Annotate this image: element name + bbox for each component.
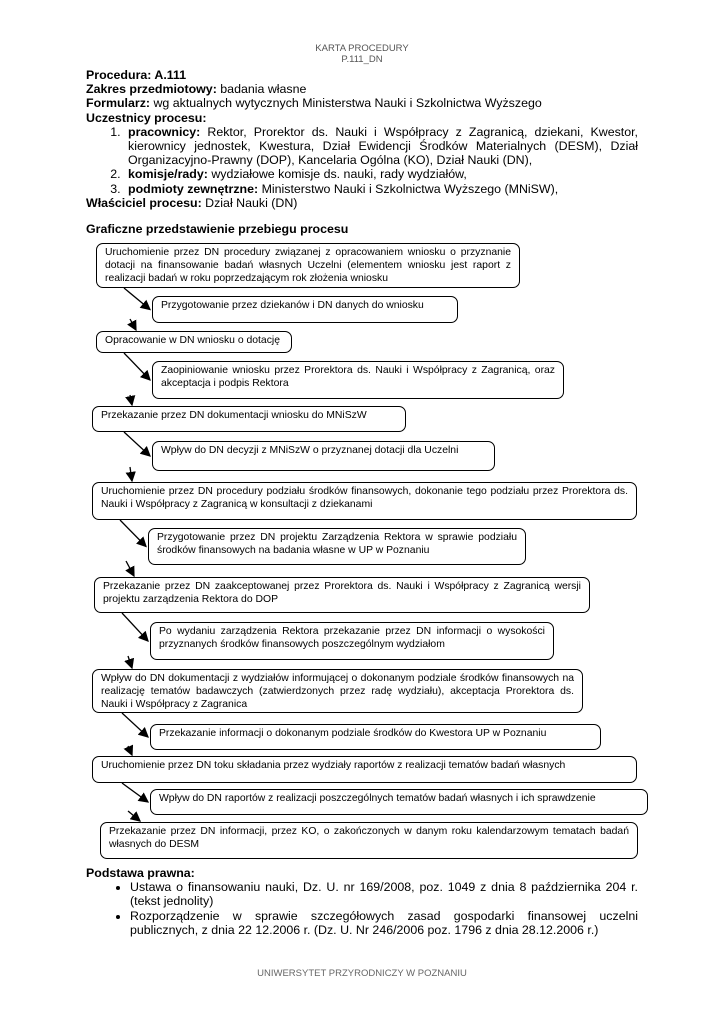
flow-arrow (128, 746, 132, 755)
flow-arrow (128, 656, 132, 668)
legal-list (86, 880, 638, 937)
participants-label: Uczestnicy procesu: (86, 110, 207, 125)
flow-step: Przygotowanie przez DN projektu Zarządzenia Rektora w sprawie podziału środków finansowych na badania własne w UP w Poznaniu (148, 528, 526, 565)
scope-line: Zakres przedmiotowy: badania własne (86, 82, 307, 97)
flow-step: Przekazanie przez DN zaakceptowanej przez Prorektora ds. Nauki i Współpracy z Zagranicą wersji projektu zarządzenia Rektora do DOP (94, 577, 590, 613)
document-header (0, 43, 724, 65)
flow-arrow (124, 432, 150, 456)
flow-step: Przygotowanie przez dziekanów i DN danych do wniosku (152, 296, 458, 323)
header-title: KARTA PROCEDURY (315, 43, 409, 54)
legal-title: Podstawa prawna: (86, 866, 195, 880)
section-title: Graficzne przedstawienie przebiegu procesu (86, 222, 349, 236)
legal-item: • Ustawa o finansowaniu nauki, Dz. U. nr 169/2008, poz. 1049 z dnia 8 października 204 r. (tekst jednolity) (130, 880, 638, 908)
flow-step: Opracowanie w DN wniosku o dotację (96, 331, 292, 353)
participant-item: 3. podmioty zewnętrzne: Ministerstwo Nauki i Szkolnictwa Wyższego (MNiSW), (124, 182, 638, 196)
flow-arrow (120, 520, 146, 547)
flow-step: Wpływ do DN raportów z realizacji poszczególnych tematów badań własnych i ich sprawdzenie (150, 789, 648, 815)
participants-list (86, 125, 638, 196)
flow-arrow (130, 319, 136, 330)
procedure-meta (86, 68, 638, 210)
flow-arrow (122, 783, 148, 802)
flow-step: Uruchomienie przez DN procedury podziału środków finansowych, dokonanie tego podziału przez Prorektora ds. Nauki i Współpracy z Zagranicą w konsultacji z dziekanami (92, 482, 637, 520)
flow-step: Przekazanie przez DN dokumentacji wniosku do MNiSzW (92, 406, 406, 432)
legal-item: • Rozporządzenie w sprawie szczegółowych zasad gospodarki finansowej uczelni publicznych, z dnia 22 12.2006 r. (Dz. U. Nr 246/2006 poz. 1796 z dnia 28.12.2006 r.) (130, 909, 638, 937)
flow-arrow (130, 467, 132, 481)
form-line: Formularz: wg aktualnych wytycznych Ministerstwa Nauki i Szkolnictwa Wyższego (86, 96, 542, 111)
flow-arrow (122, 713, 148, 737)
flow-arrow (126, 561, 134, 576)
flow-arrow (124, 353, 150, 380)
flow-step: Przekazanie przez DN informacji, przez KO, o zakończonych w danym roku kalendarzowym tematach badań własnych do DESM (100, 822, 638, 859)
flow-step: Uruchomienie przez DN toku składania przez wydziały raportów z realizacji tematów badań własnych (92, 756, 637, 783)
flow-arrow (130, 395, 132, 405)
flow-step: Po wydaniu zarządzenia Rektora przekazanie przez DN informacji o wysokości przyznanych środków finansowych poszczególnym wydziałom (150, 622, 554, 660)
flow-step: Zaopiniowanie wniosku przez Prorektora ds. Nauki i Współpracy z Zagranicą, oraz akceptacja i podpis Rektora (152, 361, 564, 399)
document-footer: UNIWERSYTET PRZYRODNICZY W POZNANIU (257, 968, 467, 979)
flow-step: Przekazanie informacji o dokonanym podziale środków do Kwestora UP w Poznaniu (150, 724, 601, 750)
flow-arrow (122, 613, 148, 641)
participant-item: 1. pracownicy: Rektor, Prorektor ds. Nauki i Współpracy z Zagranicą, dziekani, Kwestor, kierownicy jednostek, Kwestura, Dział Ewidencji Środków Materialnych (DESM), Dział Organizacyjno-Prawny (DOP), Kancelaria Ogólna (KO), Dział Nauki (DN), (124, 125, 638, 168)
flow-step: Uruchomienie przez DN procedury związanej z opracowaniem wniosku o przyznanie dotacji na finansowanie badań własnych Uczelni (elementem wniosku jest raport z realizacji badań w roku poprzedzającym rok złożenia wniosku (96, 243, 520, 288)
flow-arrow (124, 288, 150, 310)
flow-step: Wpływ do DN dokumentacji z wydziałów informującej o dokonanym podziale środków finansowych na realizację tematów badawczych (zatwierdzonych przez radę wydziału), akceptacja Prorektora ds. Nauki i Współpracy z Zagranica (92, 669, 583, 713)
header-code: P.111_DN (341, 54, 383, 65)
owner-line: Właściciel procesu: Dział Nauki (DN) (86, 195, 298, 210)
flow-step: Wpływ do DN decyzji z MNiSzW o przyznanej dotacji dla Uczelni (152, 441, 495, 471)
participant-item: 2. komisje/rady: wydziałowe komisje ds. nauki, rady wydziałów, (124, 167, 638, 181)
procedure-label: Procedura: A.111 (86, 68, 187, 82)
legal-basis (86, 866, 638, 937)
flow-arrow (128, 811, 140, 821)
